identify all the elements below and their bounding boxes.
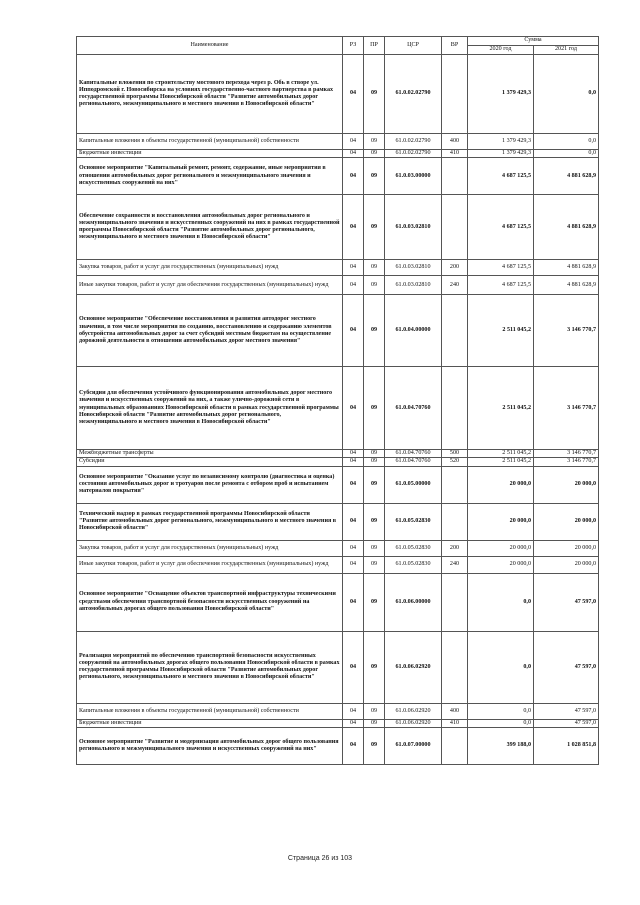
cell-name: Субсидии <box>77 458 343 466</box>
cell-rz: 04 <box>343 134 364 150</box>
cell-csr: 61.0.03.02810 <box>385 195 442 260</box>
cell-name: Основное мероприятие "Развитие и модернизация автомобильных дорог общего пользования регионального и межмуниципального значения и искусственных сооружений на них" <box>77 727 343 764</box>
header-sum: Сумма <box>468 37 599 46</box>
cell-pr: 09 <box>364 540 385 556</box>
cell-2020: 4 687 125,5 <box>468 195 534 260</box>
cell-pr: 09 <box>364 150 385 158</box>
cell-2021: 3 146 770,7 <box>534 450 599 458</box>
cell-2021: 4 881 628,9 <box>534 158 599 195</box>
cell-pr: 09 <box>364 703 385 719</box>
cell-csr: 61.0.07.00000 <box>385 727 442 764</box>
cell-csr: 61.0.03.02810 <box>385 260 442 276</box>
cell-rz: 04 <box>343 450 364 458</box>
table-row <box>77 134 599 150</box>
header-row-top <box>77 37 599 46</box>
cell-rz: 04 <box>343 556 364 573</box>
cell-csr: 61.0.04.70760 <box>385 450 442 458</box>
cell-name: Основное мероприятие "Оснащение объектов транспортной инфраструктуры техническими средствами обеспечения транспортной безопасности искусственных сооружений на автомобильных дорогах общего пользования Новосибирской области" <box>77 573 343 631</box>
cell-rz: 04 <box>343 458 364 466</box>
cell-csr: 61.0.02.02790 <box>385 150 442 158</box>
cell-2020: 2 511 045,2 <box>468 367 534 450</box>
cell-vr <box>442 573 468 631</box>
cell-pr: 09 <box>364 458 385 466</box>
cell-pr: 09 <box>364 503 385 540</box>
cell-2020: 0,0 <box>468 573 534 631</box>
cell-pr: 09 <box>364 158 385 195</box>
cell-2021: 20 000,0 <box>534 466 599 503</box>
cell-rz: 04 <box>343 703 364 719</box>
cell-2021: 3 146 770,7 <box>534 367 599 450</box>
table-row <box>77 55 599 134</box>
cell-rz: 04 <box>343 158 364 195</box>
cell-2020: 2 511 045,2 <box>468 450 534 458</box>
cell-vr <box>442 55 468 134</box>
cell-vr: 410 <box>442 150 468 158</box>
cell-2021: 47 597,0 <box>534 573 599 631</box>
cell-2021: 4 881 628,9 <box>534 195 599 260</box>
cell-name: Закупка товаров, работ и услуг для государственных (муниципальных) нужд <box>77 260 343 276</box>
header-year-2020: 2020 год <box>468 46 534 55</box>
header-name: Наименование <box>77 37 343 55</box>
cell-pr: 09 <box>364 573 385 631</box>
cell-2020: 0,0 <box>468 631 534 703</box>
cell-vr: 400 <box>442 703 468 719</box>
cell-2020: 0,0 <box>468 703 534 719</box>
cell-pr: 09 <box>364 55 385 134</box>
cell-name: Закупка товаров, работ и услуг для государственных (муниципальных) нужд <box>77 540 343 556</box>
cell-2020: 0,0 <box>468 719 534 727</box>
cell-2021: 3 146 770,7 <box>534 458 599 466</box>
cell-2020: 4 687 125,5 <box>468 276 534 295</box>
cell-csr: 61.0.06.02920 <box>385 703 442 719</box>
table-row <box>77 466 599 503</box>
table-row <box>77 150 599 158</box>
cell-rz: 04 <box>343 295 364 367</box>
cell-2021: 0,0 <box>534 55 599 134</box>
cell-2020: 4 687 125,5 <box>468 260 534 276</box>
cell-name: Реализация мероприятий по обеспечению транспортной безопасности искусственных сооружений на автомобильных дорогах общего пользования Новосибирской области в рамках государственной программы Новосибирской области "Развитие автомобильных дорог регионального, межмуниципального и местного значения в Новосибирской области" <box>77 631 343 703</box>
cell-vr <box>442 503 468 540</box>
cell-csr: 61.0.05.00000 <box>385 466 442 503</box>
table-row <box>77 503 599 540</box>
table-row <box>77 276 599 295</box>
cell-rz: 04 <box>343 503 364 540</box>
cell-csr: 61.0.06.00000 <box>385 573 442 631</box>
table-row <box>77 295 599 367</box>
cell-rz: 04 <box>343 573 364 631</box>
cell-2020: 4 687 125,5 <box>468 158 534 195</box>
table-row <box>77 450 599 458</box>
cell-rz: 04 <box>343 55 364 134</box>
cell-name: Основное мероприятие "Обеспечение восстановления и развития автодорог местного значения, в том числе мероприятия по созданию, восстановлению и содержанию элементов обустройства автомобильных дорог за счет субсидий местным бюджетам на осуществление дорожной деятельности в отношении автомобильных дорог местного значения" <box>77 295 343 367</box>
cell-pr: 09 <box>364 195 385 260</box>
cell-2021: 47 597,0 <box>534 719 599 727</box>
cell-vr <box>442 727 468 764</box>
cell-csr: 61.0.05.02830 <box>385 556 442 573</box>
cell-2020: 1 379 429,3 <box>468 55 534 134</box>
cell-name: Капитальные вложения по строительству мостового перехода через р. Обь в створе ул. Ипподромской г. Новосибирска на условиях государственно-частного партнерства в рамках государственной программы Новосибирской области "Развитие автомобильных дорог регионального, межмуниципального и местного значения в Новосибирской области" <box>77 55 343 134</box>
cell-rz: 04 <box>343 195 364 260</box>
cell-csr: 61.0.05.02830 <box>385 503 442 540</box>
cell-2020: 1 379 429,3 <box>468 134 534 150</box>
table-row <box>77 703 599 719</box>
cell-vr: 410 <box>442 719 468 727</box>
cell-pr: 09 <box>364 295 385 367</box>
header-vr: ВР <box>442 37 468 55</box>
cell-pr: 09 <box>364 466 385 503</box>
cell-2020: 20 000,0 <box>468 556 534 573</box>
cell-pr: 09 <box>364 719 385 727</box>
cell-name: Капитальные вложения в объекты государственной (муниципальной) собственности <box>77 703 343 719</box>
cell-name: Субсидии для обеспечения устойчивого функционирования автомобильных дорог местного значения и искусственных сооружений на них, а также улично-дорожной сети в муниципальных образованиях Новосибирской области в рамках государственной программы Новосибирской области "Развитие автомобильных дорог регионального, межмуниципального и местного значения в Новосибирской области" <box>77 367 343 450</box>
cell-vr: 240 <box>442 276 468 295</box>
cell-name: Иные закупки товаров, работ и услуг для обеспечения государственных (муниципальных) нужд <box>77 276 343 295</box>
cell-2021: 0,0 <box>534 150 599 158</box>
cell-vr: 400 <box>442 134 468 150</box>
cell-vr: 240 <box>442 556 468 573</box>
cell-name: Бюджетные инвестиции <box>77 719 343 727</box>
header-csr: ЦСР <box>385 37 442 55</box>
cell-vr <box>442 631 468 703</box>
header-pr: ПР <box>364 37 385 55</box>
table-row <box>77 631 599 703</box>
header-rz: РЗ <box>343 37 364 55</box>
cell-name: Обеспечение сохранности и восстановления автомобильных дорог регионального и межмуниципального значения и искусственных сооружений на них в рамках государственной программы Новосибирской области "Развитие автомобильных дорог регионального, межмуниципального и местного значения в Новосибирской области" <box>77 195 343 260</box>
cell-rz: 04 <box>343 367 364 450</box>
cell-2021: 1 028 851,8 <box>534 727 599 764</box>
header-year-2021: 2021 год <box>534 46 599 55</box>
cell-vr <box>442 158 468 195</box>
table-row <box>77 367 599 450</box>
cell-name: Основное мероприятие "Оказание услуг по независимому контролю (диагностика и оценка) состояния автомобильных дорог и тротуаров после ремонта с отбором проб и испытанием материалов покрытия" <box>77 466 343 503</box>
cell-csr: 61.0.04.00000 <box>385 295 442 367</box>
cell-name: Иные закупки товаров, работ и услуг для обеспечения государственных (муниципальных) нужд <box>77 556 343 573</box>
cell-vr <box>442 295 468 367</box>
cell-csr: 61.0.02.02790 <box>385 134 442 150</box>
cell-name: Межбюджетные трансферты <box>77 450 343 458</box>
cell-pr: 09 <box>364 134 385 150</box>
cell-2020: 2 511 045,2 <box>468 458 534 466</box>
page-footer: Страница 26 из 103 <box>287 855 353 862</box>
cell-2021: 3 146 770,7 <box>534 295 599 367</box>
table-row <box>77 260 599 276</box>
table-row <box>77 158 599 195</box>
table-row <box>77 727 599 764</box>
cell-pr: 09 <box>364 260 385 276</box>
cell-name: Технический надзор в рамках государственной программы Новосибирской области "Развитие автомобильных дорог регионального, межмуниципального и местного значения в Новосибирской области" <box>77 503 343 540</box>
cell-rz: 04 <box>343 466 364 503</box>
cell-pr: 09 <box>364 450 385 458</box>
cell-rz: 04 <box>343 276 364 295</box>
table-row <box>77 556 599 573</box>
cell-2020: 399 188,0 <box>468 727 534 764</box>
cell-name: Основное мероприятие "Капитальный ремонт, ремонт, содержание, иные мероприятия в отношении автомобильных дорог регионального и межмуниципального значения и искусственных сооружений на них" <box>77 158 343 195</box>
cell-rz: 04 <box>343 260 364 276</box>
cell-pr: 09 <box>364 367 385 450</box>
cell-rz: 04 <box>343 719 364 727</box>
cell-name: Бюджетные инвестиции <box>77 150 343 158</box>
cell-2020: 1 379 429,3 <box>468 150 534 158</box>
cell-csr: 61.0.05.02830 <box>385 540 442 556</box>
cell-2021: 20 000,0 <box>534 556 599 573</box>
cell-2021: 0,0 <box>534 134 599 150</box>
cell-2021: 47 597,0 <box>534 631 599 703</box>
cell-2021: 20 000,0 <box>534 540 599 556</box>
cell-rz: 04 <box>343 540 364 556</box>
cell-csr: 61.0.03.02810 <box>385 276 442 295</box>
cell-csr: 61.0.06.02920 <box>385 719 442 727</box>
cell-2021: 20 000,0 <box>534 503 599 540</box>
cell-pr: 09 <box>364 727 385 764</box>
cell-vr: 500 <box>442 450 468 458</box>
cell-rz: 04 <box>343 631 364 703</box>
cell-csr: 61.0.03.00000 <box>385 158 442 195</box>
cell-vr <box>442 466 468 503</box>
table-row <box>77 540 599 556</box>
cell-2021: 4 881 628,9 <box>534 260 599 276</box>
table-row <box>77 573 599 631</box>
table-body <box>77 55 599 765</box>
cell-vr: 200 <box>442 260 468 276</box>
table-row <box>77 719 599 727</box>
cell-vr: 200 <box>442 540 468 556</box>
cell-vr <box>442 195 468 260</box>
cell-2021: 4 881 628,9 <box>534 276 599 295</box>
cell-csr: 61.0.06.02920 <box>385 631 442 703</box>
cell-2021: 47 597,0 <box>534 703 599 719</box>
cell-2020: 20 000,0 <box>468 503 534 540</box>
cell-2020: 2 511 045,2 <box>468 295 534 367</box>
cell-rz: 04 <box>343 727 364 764</box>
cell-pr: 09 <box>364 631 385 703</box>
table-row <box>77 458 599 466</box>
cell-csr: 61.0.04.70760 <box>385 367 442 450</box>
cell-csr: 61.0.04.70760 <box>385 458 442 466</box>
cell-2020: 20 000,0 <box>468 540 534 556</box>
cell-name: Капитальные вложения в объекты государственной (муниципальной) собственности <box>77 134 343 150</box>
cell-csr: 61.0.02.02790 <box>385 55 442 134</box>
table-row <box>77 195 599 260</box>
cell-vr <box>442 367 468 450</box>
cell-vr: 520 <box>442 458 468 466</box>
cell-rz: 04 <box>343 150 364 158</box>
cell-2020: 20 000,0 <box>468 466 534 503</box>
cell-pr: 09 <box>364 556 385 573</box>
cell-pr: 09 <box>364 276 385 295</box>
budget-table <box>76 36 599 765</box>
budget-sheet <box>76 36 598 765</box>
